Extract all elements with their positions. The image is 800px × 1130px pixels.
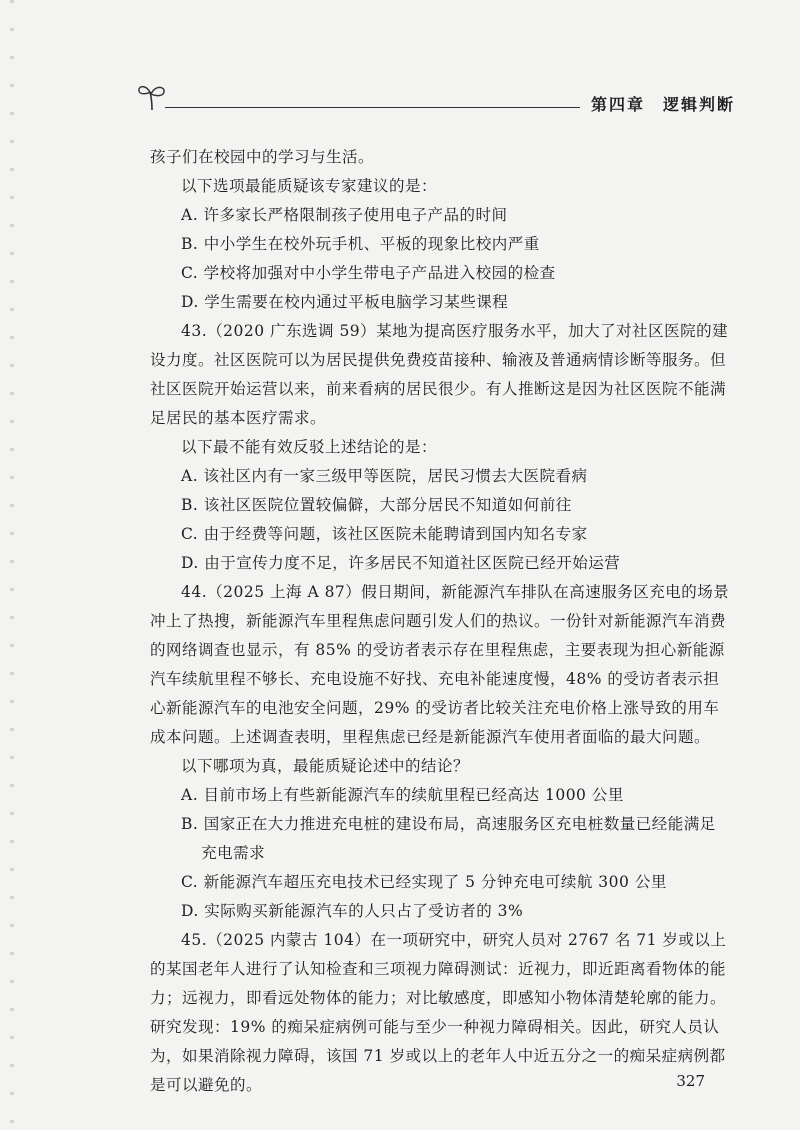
answer-option: D. 学生需要在校内通过平板电脑学习某些课程 bbox=[181, 293, 509, 311]
answer-option: C. 新能源汽车超压充电技术已经实现了 5 分钟充电可续航 300 公里 bbox=[181, 873, 667, 891]
paragraph: 以下最不能有效反驳上述结论的是： bbox=[181, 438, 438, 456]
paragraph: 以下哪项为真，最能质疑论述中的结论？ bbox=[181, 757, 470, 775]
answer-option: D. 由于宣传力度不足，许多居民不知道社区医院已经开始运营 bbox=[181, 554, 621, 572]
answer-option: B. 中小学生在校外玩手机、平板的现象比校内严重 bbox=[181, 235, 540, 253]
paragraph: 45.（2025 内蒙古 104）在一项研究中，研究人员对 2767 名 71 岁或以上的某国老年人进行了认知检查和三项视力障碍测试：近视力，即近距离看物体的能力；远视力，即看远处物体的能力；对比敏感度，即感知小物体清楚轮廓的能力。研究发现：19% 的痴呆症病例可能与至少一种视力障碍相关。因此，研究人员认为，如果消除视力障碍，该国 71 岁或以上的老年人中近五分之一的痴呆症病例都是可以避免的。 bbox=[150, 931, 727, 1094]
answer-option: A. 许多家长严格限制孩子使用电子产品的时间 bbox=[181, 206, 508, 224]
answer-option: B. 该社区医院位置较偏僻，大部分居民不知道如何前往 bbox=[181, 496, 572, 514]
paragraph-continued: 孩子们在校园中的学习与生活。 bbox=[150, 148, 375, 166]
answer-option: C. 学校将加强对中小学生带电子产品进入校园的检查 bbox=[181, 264, 556, 282]
paragraph: 以下选项最能质疑该专家建议的是： bbox=[181, 177, 438, 195]
answer-option: D. 实际购买新能源汽车的人只占了受访者的 3% bbox=[181, 902, 524, 920]
answer-option: B. 国家正在大力推进充电桩的建设布局，高速服务区充电桩数量已经能满足充电需求 bbox=[181, 815, 716, 862]
page-body bbox=[150, 143, 730, 1100]
header-rule bbox=[165, 107, 580, 108]
page-header bbox=[135, 80, 735, 120]
paragraph: 43.（2020 广东选调 59）某地为提高医疗服务水平，加大了对社区医院的建设力度。社区医院可以为居民提供免费疫苗接种、输液及普通病情诊断等服务。但社区医院开始运营以来，前来看病的居民很少。有人推断这是因为社区医院不能满足居民的基本医疗需求。 bbox=[150, 322, 729, 427]
paragraph: 44.（2025 上海 A 87）假日期间，新能源汽车排队在高速服务区充电的场景冲上了热搜，新能源汽车里程焦虑问题引发人们的热议。一份针对新能源汽车消费的网络调查也显示，有 85% 的受访者表示存在里程焦虑，主要表现为担心新能源汽车续航里程不够长、充电设施不好找、充电补能速度慢，48% 的受访者表示担心新能源汽车的电池安全问题，29% 的受访者比较关注充电价格上涨导致的用车成本问题。上述调查表明，里程焦虑已经是新能源汽车使用者面临的最大问题。 bbox=[150, 583, 730, 746]
chapter-title: 第四章 逻辑判断 bbox=[590, 95, 735, 114]
answer-option: A. 目前市场上有些新能源汽车的续航里程已经高达 1000 公里 bbox=[181, 786, 624, 804]
scan-edge-marks bbox=[10, 0, 14, 1130]
page-number: 327 bbox=[676, 1072, 705, 1090]
answer-option: A. 该社区内有一家三级甲等医院，居民习惯去大医院看病 bbox=[181, 467, 588, 485]
answer-option: C. 由于经费等问题，该社区医院未能聘请到国内知名专家 bbox=[181, 525, 588, 543]
